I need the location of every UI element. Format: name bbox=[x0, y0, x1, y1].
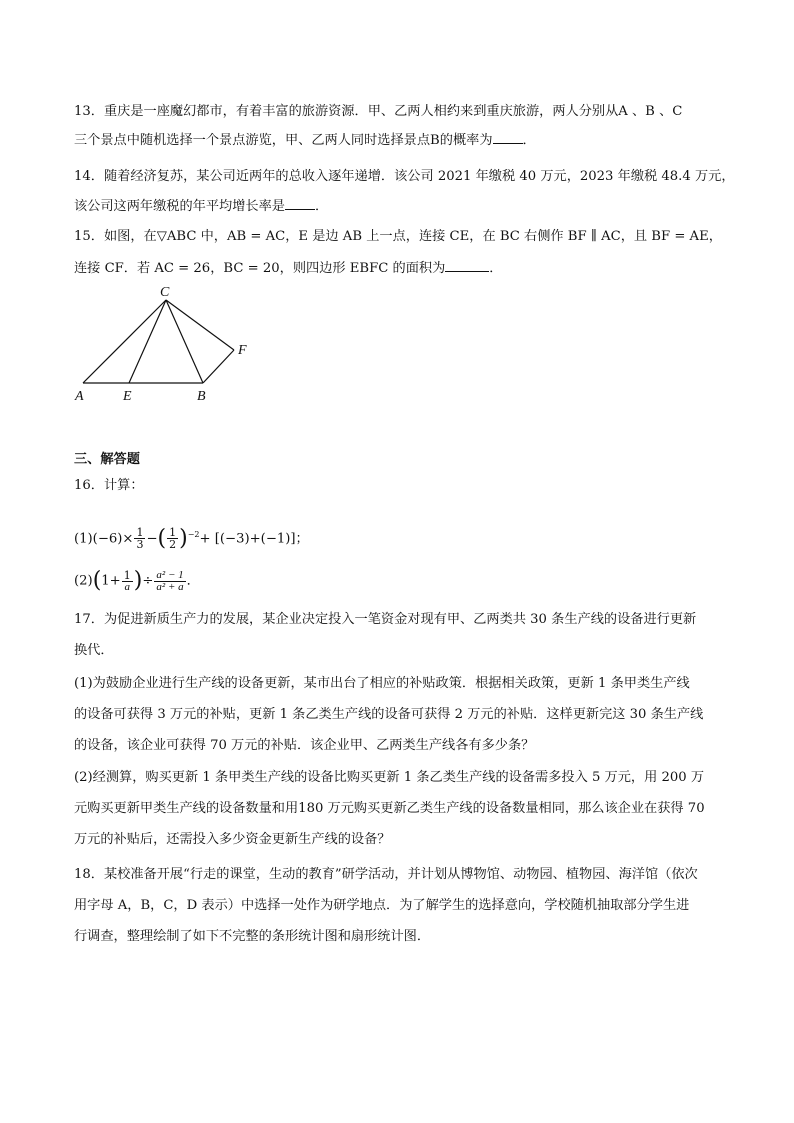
q16-p1-rparen: ) bbox=[179, 525, 188, 551]
q16-p1-frac-1 bbox=[134, 527, 145, 550]
q16-title: 16．计算： bbox=[74, 478, 144, 493]
q17-line-6: (2)经测算，购买更新 1 条甲类生产线的设备比购买更新 1 条乙类生产线的设备需多投入 5 万元，用 200 万 bbox=[74, 770, 705, 785]
section-heading: 三、解答题 bbox=[74, 452, 140, 467]
q16-p2-frac-2-den: a² + a bbox=[156, 580, 184, 593]
q14-line-2-text: 该公司这两年缴税的年平均增长率是 bbox=[74, 199, 285, 214]
q17-line-2: 换代． bbox=[74, 643, 114, 658]
q18-line-2: 用字母 A，B，C，D 表示）中选择一处作为研学地点．为了解学生的选择意向，学校随机抽取部分学生进 bbox=[74, 898, 690, 913]
q15-line-1: 15．如图，在▽ABC 中，AB = AC，E 是边 AB 上一点，连接 CE，在 BC 右侧作 BF ∥ AC，且 BF = AE， bbox=[74, 229, 722, 244]
q16-p1-frac-2 bbox=[167, 527, 178, 550]
q13-line-2-end: ． bbox=[522, 133, 536, 148]
q13-line-2-text: 三个景点中随机选择一个景点游览，甲、乙两人同时选择景点B的概率为 bbox=[74, 133, 493, 148]
segment-BC bbox=[166, 300, 203, 383]
q16-p2-one-plus: 1+ bbox=[101, 573, 121, 589]
q13-answer-blank bbox=[493, 131, 523, 144]
q13-line-2 bbox=[74, 131, 536, 150]
q16-p2-frac-1 bbox=[122, 570, 133, 593]
segment-CF bbox=[166, 300, 234, 350]
q17-line-3: (1)为鼓励企业进行生产线的设备更新，某市出台了相应的补贴政策．根据相关政策，更新 1 条甲类生产线 bbox=[74, 676, 690, 691]
segment-CE bbox=[129, 300, 166, 383]
q15-line-2 bbox=[74, 259, 502, 278]
q16-p1-prefix: (1)(−6)× bbox=[74, 531, 134, 547]
q14-line-1: 14．随着经济复苏，某公司近两年的总收入逐年递增．该公司 2021 年缴税 40 万元，2023 年缴税 48.4 万元， bbox=[74, 169, 735, 184]
q16-part-2 bbox=[74, 566, 200, 597]
segment-BF bbox=[203, 350, 234, 383]
q16-p1-frac-2-num: 1 bbox=[169, 526, 177, 540]
q17-line-4: 的设备可获得 3 万元的补贴，更新 1 条乙类生产线的设备可获得 2 万元的补贴．这样更新完这 30 条生产线 bbox=[74, 707, 704, 722]
label-B: B bbox=[197, 389, 206, 404]
q16-p2-frac-1-den: a bbox=[124, 580, 130, 593]
q14-line-2 bbox=[74, 197, 328, 216]
q16-p1-frac-1-den: 3 bbox=[136, 538, 144, 552]
q16-p2-div: ÷ bbox=[142, 573, 154, 589]
q16-p1-lparen: ( bbox=[157, 525, 167, 551]
q16-p2-lparen: ( bbox=[92, 568, 102, 593]
q15-line-2-end: ． bbox=[489, 261, 503, 276]
segment-AC bbox=[83, 300, 166, 383]
q18-line-3: 行调查，整理绘制了如下不完整的条形统计图和扇形统计图． bbox=[74, 929, 431, 944]
q17-line-5: 的设备，该企业可获得 70 万元的补贴．该企业甲、乙两类生产线各有多少条？ bbox=[74, 738, 535, 753]
triangle-figure bbox=[70, 282, 260, 407]
label-E: E bbox=[123, 389, 132, 404]
q15-answer-blank bbox=[445, 259, 489, 272]
q14-answer-blank bbox=[285, 197, 315, 210]
q16-p2-frac-2-num: a² − 1 bbox=[156, 568, 184, 581]
q14-line-2-end: ． bbox=[315, 199, 329, 214]
q17-line-1: 17．为促进新质生产力的发展，某企业决定投入一笔资金对现有甲、乙两类共 30 条生产线的设备进行更新 bbox=[74, 612, 697, 627]
q16-part-1 bbox=[74, 520, 309, 554]
q13-line-1: 13．重庆是一座魔幻都市，有着丰富的旅游资源．甲、乙两人相约来到重庆旅游，两人分别从A 、B 、C bbox=[74, 104, 683, 119]
label-F: F bbox=[238, 343, 247, 358]
q16-p1-tail: + [(−3)+(−1)]； bbox=[199, 531, 309, 547]
q16-p2-frac-2 bbox=[154, 570, 185, 593]
q16-p1-frac-1-num: 1 bbox=[136, 526, 144, 540]
q15-line-2-text: 连接 CF．若 AC = 26，BC = 20，则四边形 EBFC 的面积为 bbox=[74, 261, 446, 276]
q16-p2-rparen: ) bbox=[133, 568, 143, 593]
q16-p1-frac-2-den: 2 bbox=[169, 538, 177, 552]
q17-line-8: 万元的补贴后，还需投入多少资金更新生产线的设备？ bbox=[74, 832, 391, 847]
q16-p2-end: ． bbox=[186, 573, 200, 589]
q16-p1-minus: − bbox=[146, 531, 158, 547]
label-A: A bbox=[75, 389, 84, 404]
q17-line-7: 元购买更新甲类生产线的设备数量和用180 万元购买更新乙类生产线的设备数量相同，那么该企业在获得 70 bbox=[74, 801, 705, 816]
q18-line-1: 18．某校准备开展“行走的课堂，生动的教育”研学活动，并计划从博物馆、动物园、植物园、海洋馆（依次 bbox=[74, 867, 698, 882]
label-C: C bbox=[160, 285, 170, 300]
q16-p2-frac-1-num: 1 bbox=[123, 568, 131, 582]
q16-p2-prefix: (2) bbox=[74, 573, 93, 589]
q16-p1-exponent: −2 bbox=[187, 530, 200, 539]
